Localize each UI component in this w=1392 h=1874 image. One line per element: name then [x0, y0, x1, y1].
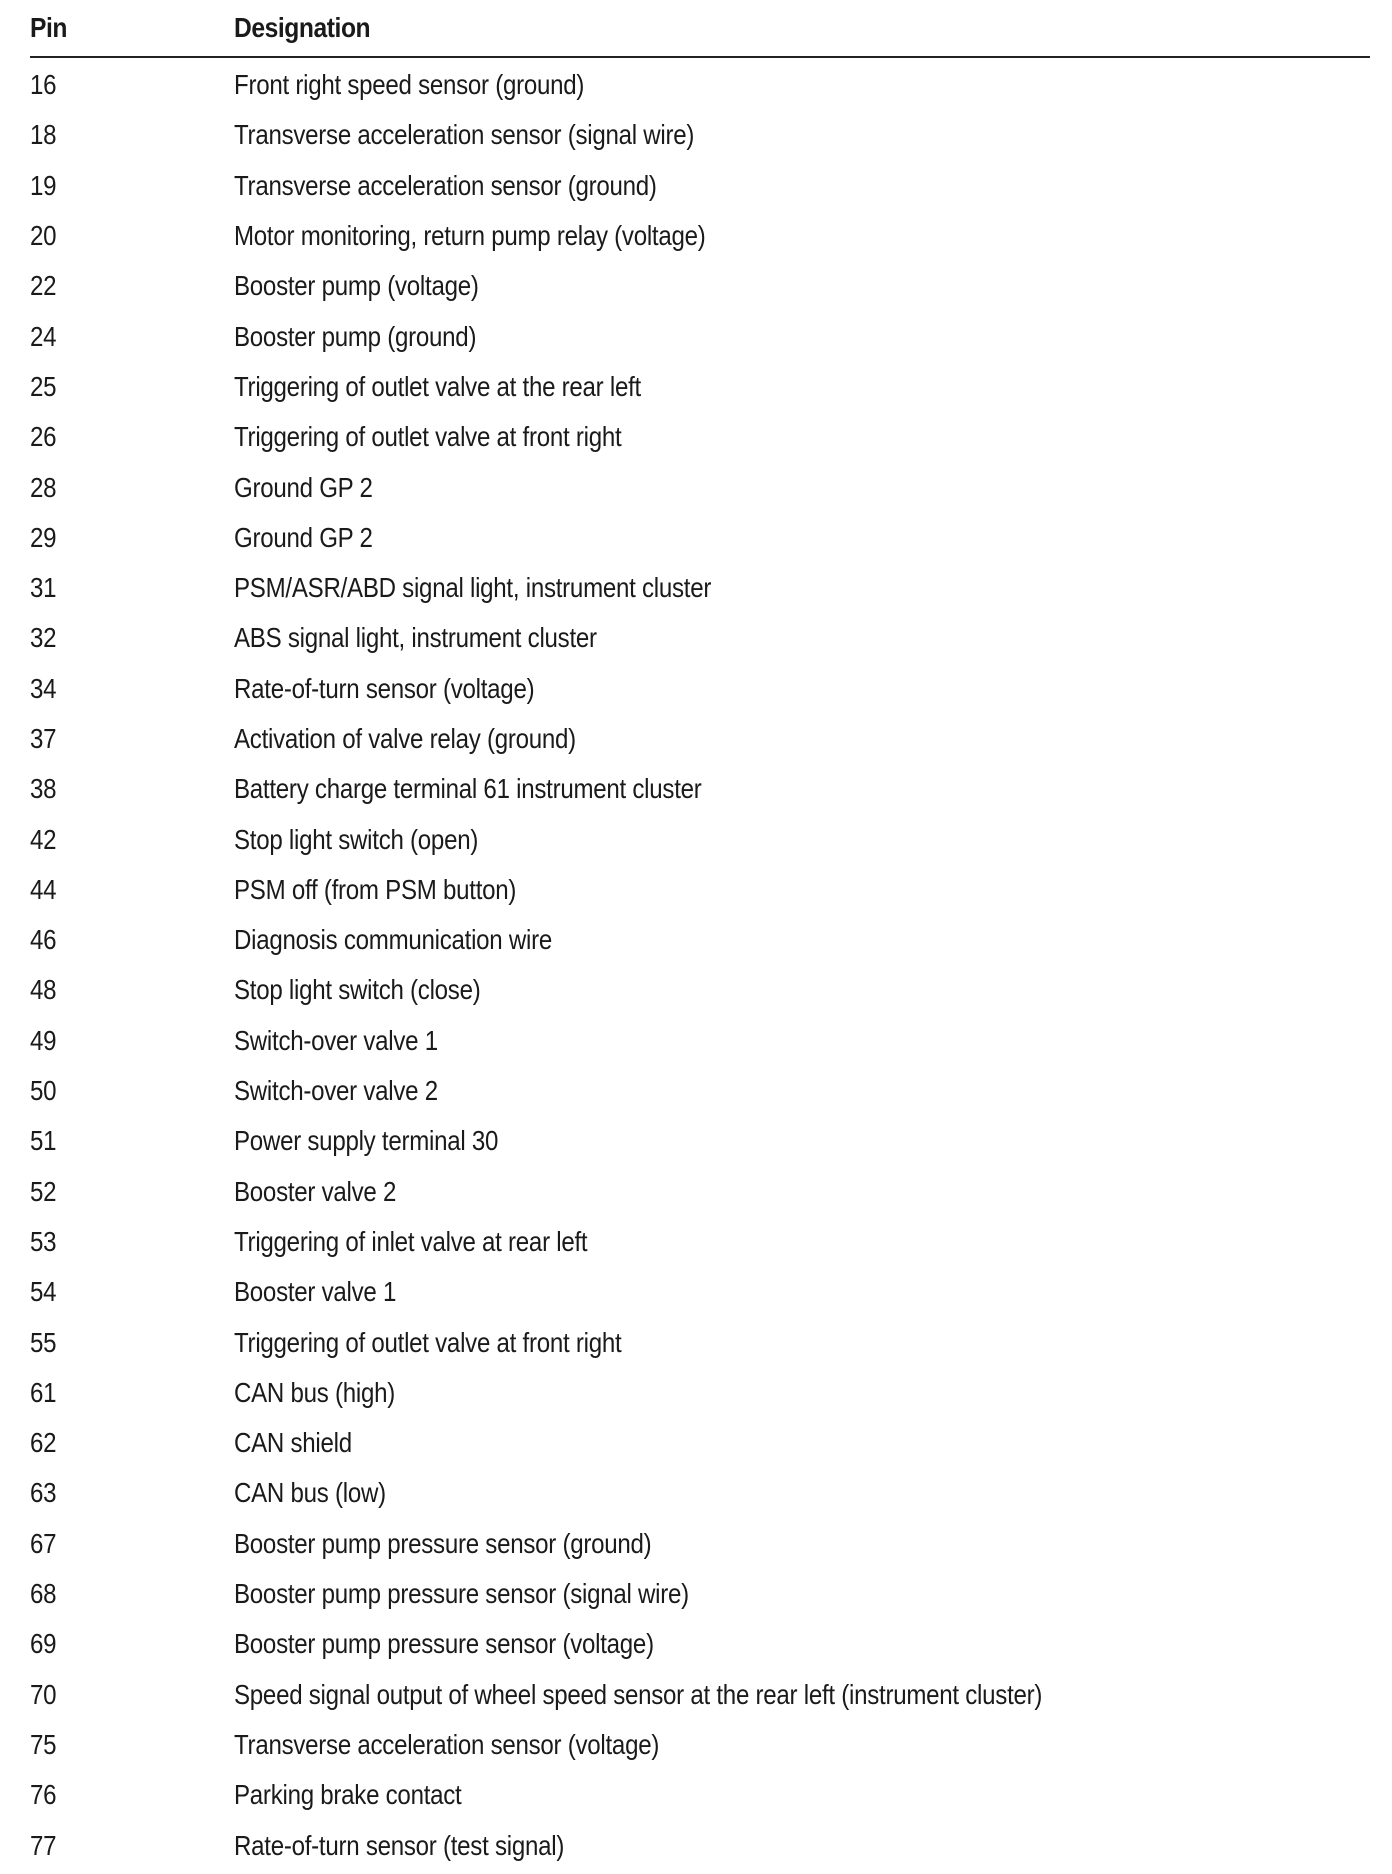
pin-number: 37: [30, 723, 57, 754]
pin-number: 31: [30, 572, 57, 604]
pin-designation: Rate-of-turn sensor (test signal): [234, 1829, 565, 1861]
table-row: [30, 1116, 1370, 1166]
pin-designation: Booster pump pressure sensor (ground): [234, 1527, 652, 1559]
pin-number: 55: [30, 1326, 57, 1358]
pin-designation: CAN shield: [234, 1427, 352, 1459]
table-row: [30, 1519, 1370, 1569]
table-row: [30, 513, 1370, 563]
pin-number: 62: [30, 1427, 57, 1459]
pin-number: 67: [30, 1527, 57, 1559]
pin-number: 46: [30, 924, 57, 956]
table-row: [30, 764, 1370, 814]
pin-number: 69: [30, 1628, 57, 1660]
table-row: [30, 311, 1370, 361]
pin-number: 48: [30, 974, 57, 1006]
pin-designation: Switch-over valve 2: [234, 1075, 438, 1107]
pin-number: 18: [30, 119, 57, 151]
pin-number: 70: [30, 1678, 57, 1710]
table-row: [30, 1468, 1370, 1518]
pin-designation: Booster pump (voltage): [234, 270, 479, 302]
pin-designation: Transverse acceleration sensor (ground): [234, 169, 657, 201]
pin-number: 53: [30, 1225, 57, 1257]
table-row: [30, 664, 1370, 714]
designation-column-header: Designation: [234, 12, 371, 43]
table-row: [30, 965, 1370, 1015]
table-row: [30, 814, 1370, 864]
pin-number: 19: [30, 169, 57, 201]
pin-designation: Booster valve 1: [234, 1276, 397, 1308]
pin-designation: Rate-of-turn sensor (voltage): [234, 672, 535, 704]
pin-number: 22: [30, 270, 57, 302]
pin-number: 76: [30, 1779, 57, 1811]
pin-designation: Triggering of outlet valve at the rear left: [234, 370, 641, 402]
table-row: [30, 613, 1370, 663]
pin-designation: Battery charge terminal 61 instrument cluster: [234, 773, 702, 805]
pin-number: 16: [30, 69, 57, 101]
pin-designation: Stop light switch (open): [234, 823, 479, 855]
table-row: [30, 714, 1370, 764]
table-row: [30, 1368, 1370, 1418]
table-row: [30, 1770, 1370, 1820]
table-row: [30, 110, 1370, 160]
table-row: [30, 462, 1370, 512]
pin-designation: Ground GP 2: [234, 521, 373, 553]
pin-number: 28: [30, 471, 57, 503]
pin-designation: Motor monitoring, return pump relay (voltage): [234, 220, 706, 252]
pin-designation: Booster valve 2: [234, 1175, 397, 1207]
pin-designation: ABS signal light, instrument cluster: [234, 622, 597, 654]
pin-number: 77: [30, 1829, 57, 1861]
pin-designation: CAN bus (high): [234, 1376, 396, 1408]
table-row: [30, 563, 1370, 613]
pin-number: 63: [30, 1477, 57, 1509]
pin-number: 50: [30, 1075, 57, 1107]
pin-number: 42: [30, 823, 57, 855]
pin-number: 52: [30, 1175, 57, 1207]
pin-designation: Transverse acceleration sensor (signal wire): [234, 119, 695, 151]
pin-designation: Power supply terminal 30: [234, 1125, 499, 1157]
table-row: [30, 1066, 1370, 1116]
table-row: [30, 1619, 1370, 1669]
pin-assignment-table: [30, 0, 1370, 1871]
table-row: [30, 1167, 1370, 1217]
pin-designation: Diagnosis communication wire: [234, 924, 552, 956]
pin-designation: CAN bus (low): [234, 1477, 386, 1509]
pin-number: 24: [30, 320, 57, 352]
table-row: [30, 1267, 1370, 1317]
pin-designation: PSM/ASR/ABD signal light, instrument cluster: [234, 572, 712, 604]
pin-number: 44: [30, 873, 57, 905]
pin-number: 75: [30, 1728, 57, 1760]
pin-number: 32: [30, 622, 57, 654]
pin-designation: Triggering of outlet valve at front right: [234, 421, 622, 453]
table-row: [30, 261, 1370, 311]
pin-number: 26: [30, 421, 57, 453]
pin-designation: Speed signal output of wheel speed sensor at the rear left (instrument cluster): [234, 1678, 1043, 1710]
pin-number: 49: [30, 1024, 57, 1056]
pin-number: 68: [30, 1578, 57, 1610]
pin-number: 61: [30, 1376, 57, 1408]
table-row: [30, 1670, 1370, 1720]
pin-designation: Stop light switch (close): [234, 974, 481, 1006]
pin-number: 51: [30, 1125, 57, 1157]
pin-designation: Parking brake contact: [234, 1779, 462, 1811]
pin-number: 29: [30, 521, 57, 553]
table-row: [30, 1317, 1370, 1367]
table-row: [30, 1720, 1370, 1770]
table-row: [30, 211, 1370, 261]
table-row: [30, 1217, 1370, 1267]
pin-designation: Front right speed sensor (ground): [234, 69, 585, 101]
pin-number: 25: [30, 370, 57, 402]
pin-designation: Transverse acceleration sensor (voltage): [234, 1728, 660, 1760]
table-row: [30, 1016, 1370, 1066]
pin-designation: Ground GP 2: [234, 471, 373, 503]
table-body: [30, 60, 1370, 1871]
table-row: [30, 915, 1370, 965]
pin-number: 20: [30, 220, 57, 252]
table-row: [30, 412, 1370, 462]
pin-number: 34: [30, 672, 57, 704]
table-row: [30, 362, 1370, 412]
table-header: [30, 0, 1370, 58]
pin-designation: Triggering of inlet valve at rear left: [234, 1225, 588, 1257]
pin-designation: Triggering of outlet valve at front right: [234, 1326, 622, 1358]
pin-designation: Activation of valve relay (ground): [234, 723, 576, 754]
pin-designation: Booster pump (ground): [234, 320, 477, 352]
table-row: [30, 865, 1370, 915]
pin-column-header: Pin: [30, 12, 68, 43]
table-row: [30, 60, 1370, 110]
pin-designation: Booster pump pressure sensor (signal wire): [234, 1578, 689, 1610]
table-row: [30, 1569, 1370, 1619]
pin-designation: Switch-over valve 1: [234, 1024, 438, 1056]
pin-designation: Booster pump pressure sensor (voltage): [234, 1628, 654, 1660]
table-row: [30, 1820, 1370, 1870]
pin-designation: PSM off (from PSM button): [234, 873, 517, 905]
table-row: [30, 1418, 1370, 1468]
pin-number: 38: [30, 773, 57, 805]
pin-number: 54: [30, 1276, 57, 1308]
table-row: [30, 161, 1370, 211]
